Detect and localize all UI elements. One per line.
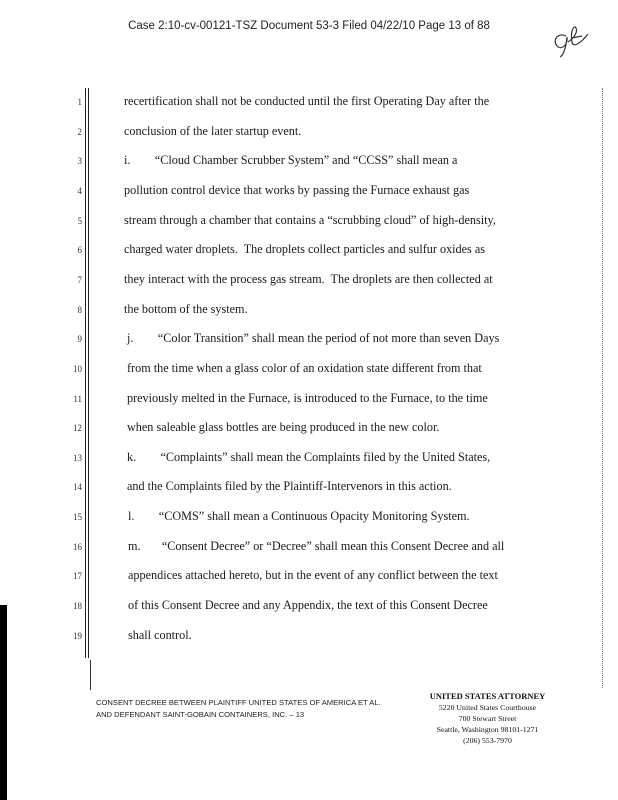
line-number: 13 <box>73 452 82 463</box>
body-line: m. “Consent Decree” or “Decree” shall mean this Consent Decree and all <box>128 538 505 553</box>
line-number: 14 <box>73 482 82 493</box>
body-line: when saleable glass bottles are being produced in the new color. <box>127 420 440 435</box>
footer-address-line-1: 5220 United States Courthouse <box>438 703 537 712</box>
line-number: 10 <box>73 363 82 374</box>
body-line: from the time when a glass color of an oxidation state different from that <box>127 360 482 375</box>
body-line: i. “Cloud Chamber Scrubber System” and “CCSS” shall mean a <box>124 153 458 168</box>
line-number: 11 <box>73 393 82 404</box>
margin-rule-left <box>85 88 86 658</box>
line-number: 9 <box>77 334 82 345</box>
line-number: 2 <box>77 126 82 137</box>
body-line: shall control. <box>128 627 192 642</box>
body-line: pollution control device that works by passing the Furnace exhaust gas <box>124 182 470 197</box>
margin-rule-right <box>602 88 603 688</box>
footer-address-line-3: Seattle, Washington 98101-1271 <box>436 725 539 734</box>
body-line: they interact with the process gas stream. The droplets are then collected at <box>124 271 493 286</box>
footer-caption-line-1: CONSENT DECREE BETWEEN PLAINTIFF UNITED STATES OF AMERICA ET AL. <box>96 698 381 707</box>
line-number: 8 <box>77 304 82 315</box>
line-number: 7 <box>77 274 82 285</box>
footer-address-block <box>405 691 570 746</box>
footer-phone: (206) 553-7970 <box>463 736 512 745</box>
body-line: k. “Complaints” shall mean the Complaints filed by the United States, <box>127 449 491 464</box>
body-line: charged water droplets. The droplets collect particles and sulfur oxides as <box>124 242 485 257</box>
line-number: 18 <box>73 601 82 612</box>
body-line: and the Complaints filed by the Plaintiff-Intervenors in this action. <box>127 479 452 494</box>
body-line: conclusion of the later startup event. <box>124 123 302 138</box>
footer-office: UNITED STATES ATTORNEY <box>429 691 546 701</box>
page-header: Case 2:10-cv-00121-TSZ Document 53-3 Filed 04/22/10 Page 13 of 88 <box>128 20 490 32</box>
body-line: appendices attached hereto, but in the event of any conflict between the text <box>128 568 498 583</box>
body-line: l. “COMS” shall mean a Continuous Opacity Monitoring System. <box>128 509 470 524</box>
line-number: 19 <box>73 630 82 641</box>
line-number: 6 <box>77 245 82 256</box>
body-line: j. “Color Transition” shall mean the period of not more than seven Days <box>127 331 500 346</box>
footer-rule <box>90 660 91 690</box>
footer-caption <box>96 697 396 721</box>
line-number: 3 <box>77 156 82 167</box>
line-number: 1 <box>77 97 82 107</box>
line-number: 17 <box>73 571 82 582</box>
line-number: 16 <box>73 541 82 552</box>
line-number: 12 <box>73 423 82 434</box>
footer-caption-line-2: AND DEFENDANT SAINT-GOBAIN CONTAINERS, INC. – 13 <box>96 710 305 719</box>
body-line: of this Consent Decree and any Appendix, the text of this Consent Decree <box>128 598 488 613</box>
margin-rule-left-inner <box>88 88 89 658</box>
line-number: 4 <box>77 185 82 196</box>
footer-address-line-2: 700 Stewart Street <box>458 714 517 723</box>
line-number: 5 <box>77 215 82 226</box>
body-line: previously melted in the Furnace, is introduced to the Furnace, to the time <box>127 390 488 405</box>
body-line: stream through a chamber that contains a “scrubbing cloud” of high-density, <box>124 212 496 227</box>
line-number: 15 <box>73 512 82 523</box>
body-line: recertification shall not be conducted until the first Operating Day after the <box>124 94 490 108</box>
body-line: the bottom of the system. <box>124 301 248 316</box>
handwritten-initials <box>548 22 596 58</box>
scan-edge-bar <box>0 605 7 800</box>
